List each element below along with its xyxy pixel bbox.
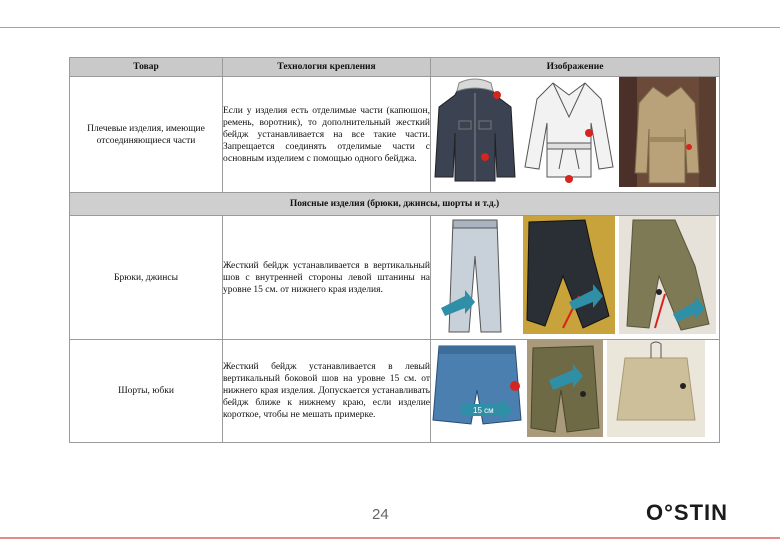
product-cell: Плечевые изделия, имеющие отсоединяющиеся части bbox=[70, 77, 223, 193]
beige-skirt-photo bbox=[607, 340, 705, 437]
dark-pants-photo bbox=[523, 216, 615, 334]
bottom-divider bbox=[0, 537, 780, 539]
image-cell bbox=[431, 77, 720, 193]
section-row bbox=[70, 193, 720, 216]
shorts-sketch-image bbox=[431, 340, 523, 437]
table-header-row bbox=[70, 58, 720, 77]
jeans-sketch-image bbox=[431, 216, 519, 334]
table-row bbox=[70, 77, 720, 193]
measure-label: 15 см bbox=[473, 406, 494, 415]
product-cell: Брюки, джинсы bbox=[70, 216, 223, 340]
brand-logo: O°STIN bbox=[646, 500, 729, 525]
image-cell bbox=[431, 216, 720, 340]
product-cell: Шорты, юбки bbox=[70, 340, 223, 443]
header-technology: Технология крепления bbox=[223, 58, 431, 77]
header-image: Изображение bbox=[431, 58, 720, 77]
top-divider bbox=[0, 27, 780, 28]
attachment-table bbox=[69, 57, 720, 443]
technology-cell: Если у изделия есть отделимые части (капюшон, ремень, воротник), то дополнительный жесткий бейдж устанавливается на все такие части. Запрещается соединять отделимые части с основным изделием с помощью одного бейджа. bbox=[223, 77, 431, 193]
page-number: 24 bbox=[372, 506, 389, 523]
parka-sketch-image bbox=[431, 77, 519, 187]
cardigan-sketch-image bbox=[523, 77, 615, 187]
section-title: Поясные изделия (брюки, джинсы, шорты и т.д.) bbox=[70, 193, 720, 216]
khaki-shorts-photo bbox=[527, 340, 603, 437]
technology-cell: Жесткий бейдж устанавливается в левый вертикальный боковой шов на уровне 15 см. от нижнего края изделия. Допускается устанавливать бейдж ближе к нижнему краю, если изделие короткое, чтобы не мешать примерке. bbox=[223, 340, 431, 443]
technology-cell: Жесткий бейдж устанавливается в вертикальный шов с внутренней стороны левой штанины на уровне 15 см. от нижнего края изделия. bbox=[223, 216, 431, 340]
image-cell bbox=[431, 340, 720, 443]
trench-coat-photo bbox=[619, 77, 716, 187]
table-row bbox=[70, 340, 720, 443]
table-row bbox=[70, 216, 720, 340]
header-product: Товар bbox=[70, 58, 223, 77]
olive-pants-photo bbox=[619, 216, 716, 334]
